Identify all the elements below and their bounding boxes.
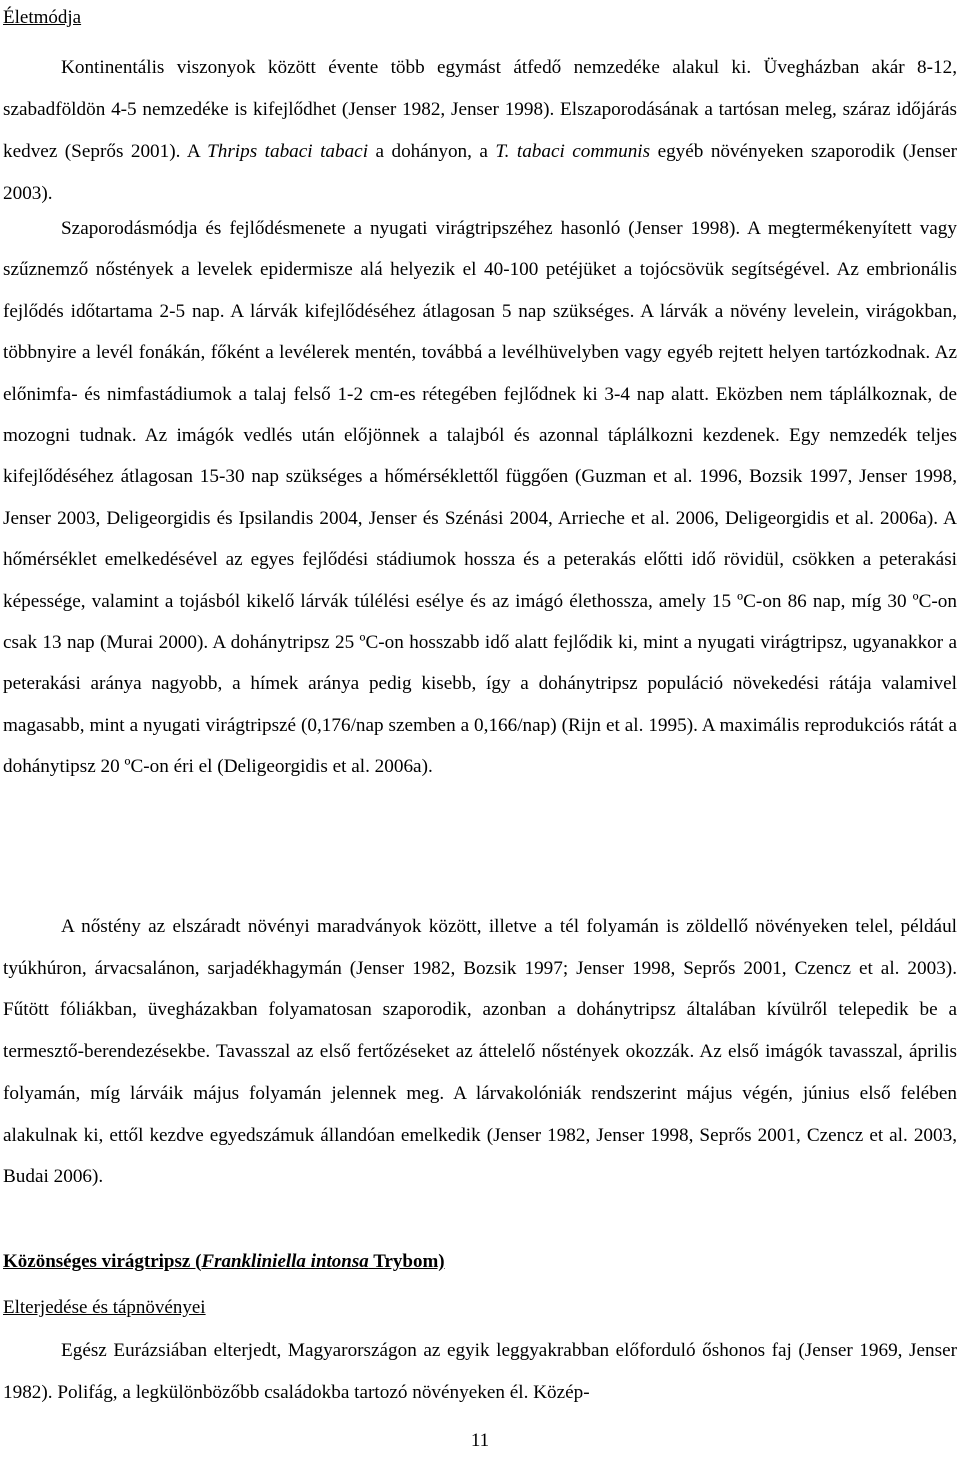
species-heading-author: Trybom) bbox=[368, 1251, 445, 1272]
section-heading-eletmodja: Életmódja bbox=[3, 7, 82, 28]
paragraph-generations bbox=[3, 47, 957, 215]
paragraph-overwintering: A nőstény az elszáradt növényi maradványok között, illetve a tél folyamán is zöldellő növényeken telel, például tyúkhúron, árvacsalánon, sarjadékhagymán (Jenser 1982, Bozsik 1997; Jenser 1998, Seprős 2001, Czencz et al. 2003). Fűtött fóliákban, üvegházakban folyamatosan szaporodik, azonban a dohánytripsz általában kívülről telepedik be a termesztő-berendezésekbe. Tavasszal az első fertőzéseket az áttelelő nőstények okozzák. Az első imágók tavasszal, április folyamán, míg lárváik május folyamán jelennek meg. A lárvakolóniák rendszerint május végén, június első felében alakulnak ki, ettől kezdve egyedszámuk állandóan emelkedik (Jenser 1982, Jenser 1998, Seprős 2001, Czencz et al. 2003, Budai 2006). bbox=[3, 916, 957, 1188]
subsection-heading-distribution: Elterjedése és tápnövényei bbox=[3, 1297, 206, 1318]
paragraph-text: a dohányon, a bbox=[368, 141, 496, 162]
species-heading-latin: Frankliniella intonsa bbox=[201, 1251, 369, 1272]
species-name-italic: Thrips tabaci tabaci bbox=[207, 141, 369, 162]
paragraph-development: Szaporodásmódja és fejlődésmenete a nyugati virágtripszéhez hasonló (Jenser 1998). A megtermékenyített vagy szűznemző nőstények a levelek epidermisze alá helyezik el 40-100 petéjüket a tojócsövük segítségével. Az embrionális fejlődés időtartama 2-5 nap. A lárvák kifejlődéséhez átlagosan 5 nap szükséges. A lárvák a növény levelein, virágokban, többnyire a levél fonákán, főként a levélerek mentén, továbbá a levélhüvelyben vagy egyéb rejtett helyen tartózkodnak. Az előnimfa- és nimfastádiumok a talaj felső 1-2 cm-es rétegében fejlődnek ki 3-4 nap alatt. Eközben nem táplálkoznak, de mozogni tudnak. Az imágók vedlés után előjönnek a talajból és azonnal táplálkozni kezdenek. Egy nemzedék teljes kifejlődéséhez átlagosan 15-30 nap szükséges a hőmérséklettől függően (Guzman et al. 1996, Bozsik 1997, Jenser 1998, Jenser 2003, Deligeorgidis és Ipsilandis 2004, Jenser és Szénási 2004, Arrieche et al. 2006, Deligeorgidis et al. 2006a). A hőmérséklet emelkedésével az egyes fejlődési stádiumok hossza és a peterakás előtti idő rövidül, csökken a peterakási képessége, valamint a tojásból kikelő lárvák túlélési esélye és az imágó élethossza, amely 15 ºC-on 86 nap, míg 30 ºC-on csak 13 nap (Murai 2000). A dohánytripsz 25 ºC-on hosszabb idő alatt fejlődik ki, mint a nyugati virágtripsz, ugyanakkor a peterakási aránya nagyobb, a hímek aránya pedig kisebb, így a dohánytripsz populáció növekedési rátája valamivel magasabb, mint a nyugati virágtripszé (0,176/nap szemben a 0,166/nap) (Rijn et al. 1995). A maximális reprodukciós rátát a dohánytipsz 20 ºC-on éri el (Deligeorgidis et al. 2006a). bbox=[3, 218, 957, 778]
page-number: 11 bbox=[470, 1430, 490, 1451]
species-heading-text: Közönséges virágtripsz ( bbox=[3, 1251, 202, 1272]
species-heading bbox=[3, 1250, 445, 1274]
paragraph-text: Kontinentális viszonyok között évente több egymást átfedő nemzedéke alakul ki. Üvegházban akár 8-12, szabadföldön 4-5 nemzedéke is kifejlődhet (Jenser 1982, Jenser 1998). Elszaporodásának a tartósan meleg, száraz időjárás kedvez (Seprős 2001). A bbox=[3, 57, 957, 162]
paragraph-text: egyéb növényeken szaporodik (Jenser 2003). bbox=[3, 141, 957, 204]
paragraph-distribution: Egész Eurázsiában elterjedt, Magyarországon az egyik leggyakrabban előforduló őshonos faj (Jenser 1969, Jenser 1982). Polifág, a legkülönbözőbb családokba tartozó növényeken él. Közép- bbox=[3, 1340, 957, 1403]
species-name-italic: T. tabaci communis bbox=[495, 141, 651, 162]
